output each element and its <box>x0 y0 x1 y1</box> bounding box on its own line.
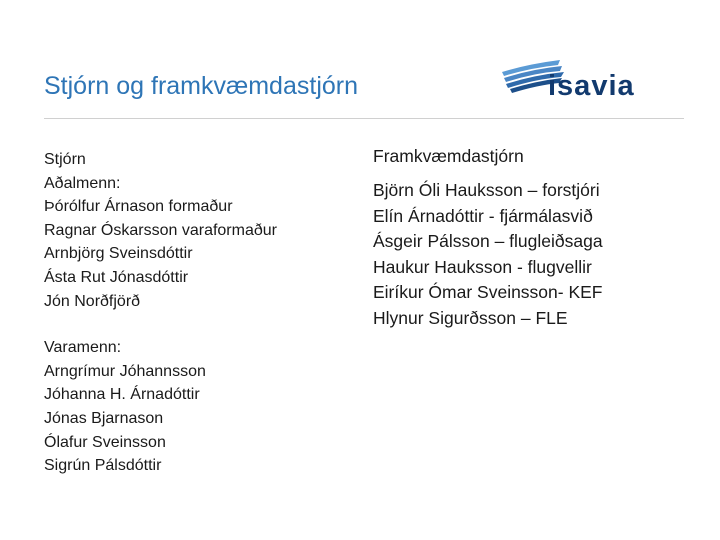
board-members-label: Aðalmenn: <box>44 174 121 192</box>
board-header: Stjórn <box>44 151 86 168</box>
title-divider <box>44 118 684 119</box>
executive-member: Ásgeir Pálsson – flugleiðsaga <box>373 231 603 252</box>
executive-member: Eiríkur Ómar Sveinsson- KEF <box>373 282 603 303</box>
executive-column <box>373 144 703 332</box>
alternates-label: Varamenn: <box>44 339 122 357</box>
alternate-member: Ólafur Sveinsson <box>44 433 166 451</box>
executive-header: Framkvæmdastjórn <box>373 146 524 166</box>
executive-member: Hlynur Sigurðsson – FLE <box>373 307 568 328</box>
alternate-member: Jóhanna H. Árnadóttir <box>44 386 200 404</box>
board-member: Arnbjörg Sveinsdóttir <box>44 245 193 263</box>
page-title: Stjórn og framkvæmdastjórn <box>44 72 359 100</box>
logo-wordmark: isavia <box>548 70 635 102</box>
board-column <box>44 148 344 478</box>
executive-member: Björn Óli Hauksson – forstjóri <box>373 180 600 200</box>
alternate-member: Arngrímur Jóhannsson <box>44 362 206 380</box>
board-member: Þórólfur Árnason formaður <box>44 198 233 216</box>
board-member: Jón Norðfjörð <box>44 292 141 310</box>
spacer <box>44 313 344 336</box>
executive-member: Haukur Hauksson - flugvellir <box>373 256 592 277</box>
board-member: Ásta Rut Jónasdóttir <box>44 268 189 286</box>
alternate-member: Jónas Bjarnason <box>44 409 164 427</box>
alternate-member: Sigrún Pálsdóttir <box>44 457 162 475</box>
board-member: Ragnar Óskarsson varaformaður <box>44 221 277 239</box>
executive-member: Elín Árnadóttir - fjármálasvið <box>373 205 593 226</box>
